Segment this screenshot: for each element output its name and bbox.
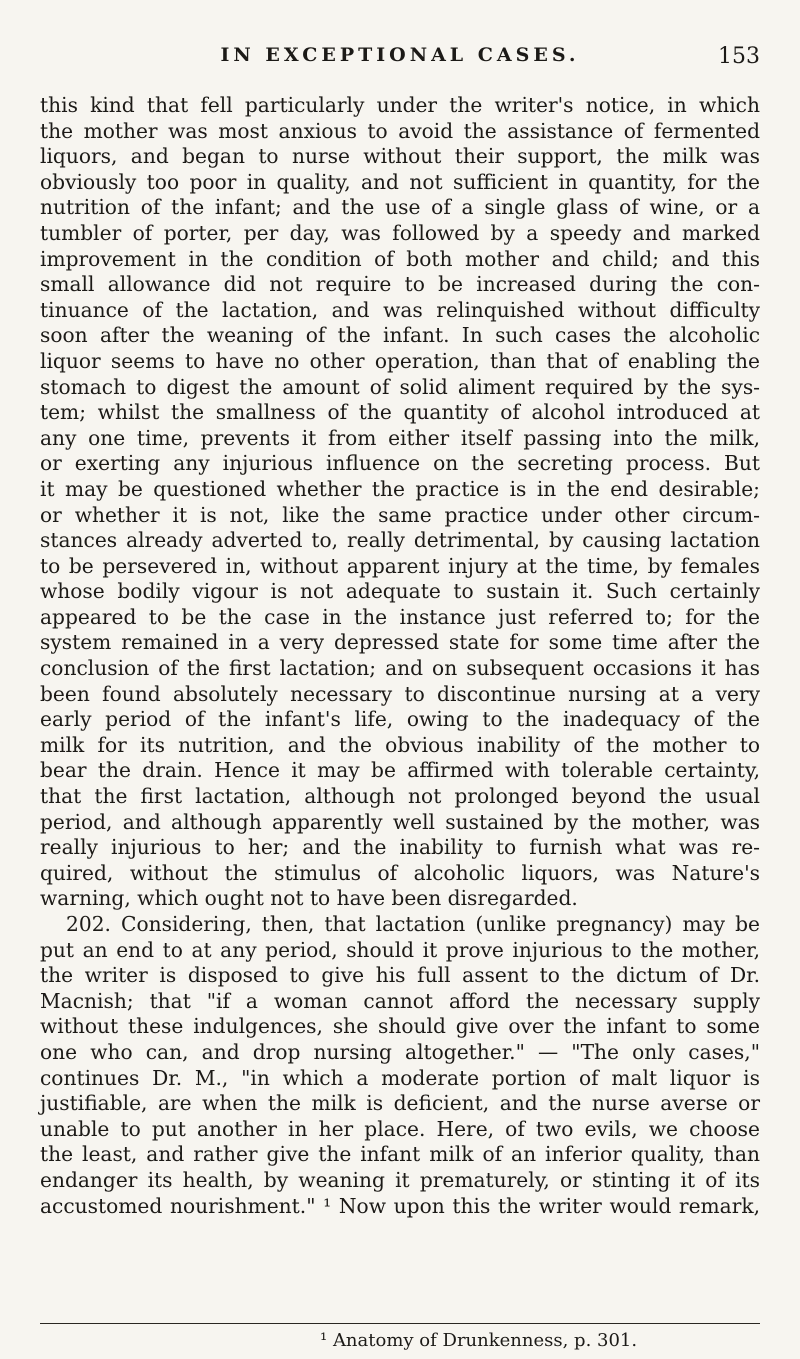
text-line: warning, which ought not to have been disregarded.: [40, 886, 578, 911]
text-line: tumbler of porter, per day, was followed by a speedy and marked: [40, 220, 760, 245]
text-line: bear the drain. Hence it may be affirmed with tolerable certainty,: [40, 758, 760, 783]
text-line: justifiable, are when the milk is deficient, and the nurse averse or: [40, 1091, 760, 1116]
text-line: this kind that fell particularly under the writer's notice, in which: [40, 93, 760, 117]
text-line: or whether it is not, like the same practice under other circum-: [40, 502, 760, 527]
text-line: system remained in a very depressed state for some time after the: [40, 630, 760, 655]
text-line: nutrition of the infant; and the use of a single glass of wine, or a: [40, 195, 760, 220]
text-line: stances already adverted to, really detrimental, by causing lactation: [40, 528, 760, 553]
text-line: liquor seems to have no other operation, than that of enabling the: [40, 348, 760, 373]
body-text: [40, 93, 760, 1219]
text-line: the least, and rather give the infant milk of an inferior quality, than: [40, 1142, 760, 1167]
text-line: continues Dr. M., "in which a moderate portion of malt liquor is: [40, 1065, 760, 1090]
text-line: put an end to at any period, should it prove injurious to the mother,: [40, 937, 760, 962]
text-line: Macnish; that "if a woman cannot afford the necessary supply: [40, 988, 760, 1013]
text-line: appeared to be the case in the instance just referred to; for the: [40, 604, 760, 629]
footnote-rule: [40, 1323, 760, 1324]
text-line: period, and although apparently well sustained by the mother, was: [40, 809, 760, 834]
text-line: to be persevered in, without apparent injury at the time, by females: [40, 553, 760, 578]
text-line: soon after the weaning of the infant. In such cases the alcoholic: [40, 323, 760, 348]
text-line: small allowance did not require to be increased during the con-: [40, 272, 760, 297]
footnote: ¹ Anatomy of Drunkenness, p. 301.: [320, 1330, 638, 1351]
text-line: the mother was most anxious to avoid the assistance of fermented: [40, 118, 760, 143]
text-line: tinuance of the lactation, and was relinquished without difficulty: [40, 297, 760, 322]
text-line: early period of the infant's life, owing to the inadequacy of the: [40, 707, 760, 732]
text-line: really injurious to her; and the inability to furnish what was re-: [40, 835, 760, 860]
text-line: it may be questioned whether the practice is in the end desirable;: [40, 476, 760, 501]
text-line: unable to put another in her place. Here, of two evils, we choose: [40, 1116, 760, 1141]
text-line: the writer is disposed to give his full assent to the dictum of Dr.: [40, 963, 760, 988]
text-line: 202. Considering, then, that lactation (unlike pregnancy) may be: [66, 912, 760, 936]
text-line: liquors, and began to nurse without their support, the milk was: [40, 144, 760, 169]
text-line: stomach to digest the amount of solid aliment required by the sys-: [40, 374, 760, 399]
text-line: any one time, prevents it from either itself passing into the milk,: [40, 425, 760, 450]
text-line: conclusion of the first lactation; and on subsequent occasions it has: [40, 656, 760, 681]
text-line: obviously too poor in quality, and not sufficient in quantity, for the: [40, 169, 760, 194]
text-line: tem; whilst the smallness of the quantity of alcohol introduced at: [40, 400, 760, 425]
text-line: improvement in the condition of both mother and child; and this: [40, 246, 760, 271]
text-line: whose bodily vigour is not adequate to sustain it. Such certainly: [40, 579, 760, 604]
text-line: or exerting any injurious influence on the secreting process. But: [40, 451, 760, 476]
page-header: [40, 44, 760, 78]
text-line: been found absolutely necessary to discontinue nursing at a very: [40, 681, 760, 706]
text-line: one who can, and drop nursing altogether." — "The only cases,": [40, 1039, 760, 1064]
text-line: accustomed nourishment." ¹ Now upon this the writer would remark,: [40, 1193, 760, 1218]
text-line: milk for its nutrition, and the obvious inability of the mother to: [40, 732, 760, 757]
text-line: without these indulgences, she should give over the infant to some: [40, 1014, 760, 1039]
text-line: quired, without the stimulus of alcoholic liquors, was Nature's: [40, 860, 760, 885]
running-head: IN EXCEPTIONAL CASES.: [220, 44, 580, 66]
text-line: that the first lactation, although not prolonged beyond the usual: [40, 784, 760, 809]
page-number: 153: [718, 44, 760, 69]
text-line: endanger its health, by weaning it prematurely, or stinting it of its: [40, 1167, 760, 1192]
